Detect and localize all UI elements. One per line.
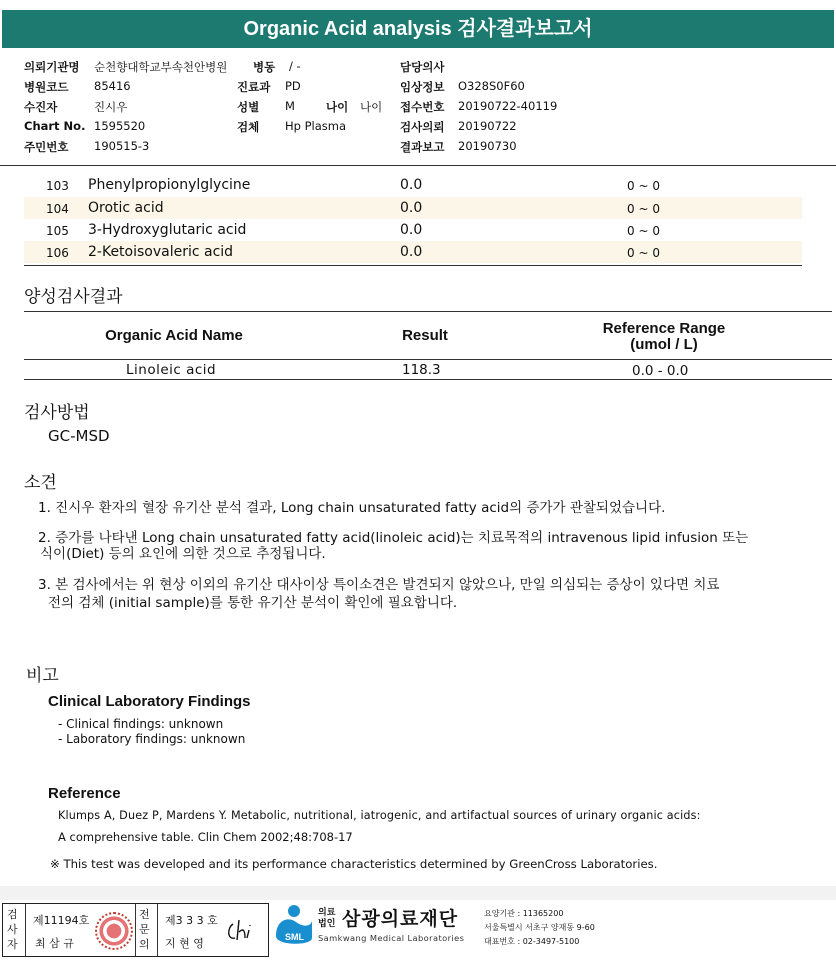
header-row-doctor: [400, 59, 444, 79]
opinion-item-2-cont: 식이(Diet) 등의 요인에 의한 것으로 추정됩니다.: [40, 546, 326, 562]
org-code: 요양기관 : 11365200: [484, 909, 564, 918]
header-row-receipt-no: [400, 99, 558, 119]
positive-range: 0.0 - 0.0: [632, 363, 689, 379]
header-value: 진시우: [94, 100, 128, 114]
col-header-result: Result: [402, 327, 448, 344]
tester-name: 최 삼 규: [35, 937, 74, 950]
header-age: [326, 99, 383, 115]
result-row: [24, 197, 802, 219]
header-specimen: [237, 119, 347, 135]
clinical-finding-item: - Laboratory findings: unknown: [58, 732, 246, 746]
result-name: Orotic acid: [88, 200, 164, 216]
result-row: [24, 219, 802, 241]
header-value: 1595520: [94, 119, 146, 133]
opinion-item-3-cont: 전의 검체 (initial sample)를 통한 유기산 분석이 확인에 필요합니다.: [48, 595, 458, 611]
header-label: 검사의뢰: [400, 120, 445, 134]
result-range: 0 ~ 0: [627, 224, 660, 238]
reference-line-2: A comprehensive table. Clin Chem 2002;48:708-17: [58, 830, 353, 844]
header-col1: [24, 59, 228, 159]
header-value: 20190722: [458, 119, 517, 133]
header-label: 수진자: [24, 100, 58, 114]
age-value: 나이: [360, 100, 383, 114]
col-header-name: Organic Acid Name: [105, 327, 243, 344]
col-header-range: Reference Range: [602, 320, 726, 337]
tester-label: 검사자: [7, 908, 18, 951]
specialist-label: 전문의: [139, 908, 150, 951]
ward-value: / -: [289, 59, 301, 73]
result-value: 0.0: [400, 244, 423, 260]
reference-line-1: Klumps A, Duez P, Mardens Y. Metabolic, nutritional, iatrogenic, and artifactual sources of urinary organic acids:: [58, 809, 701, 822]
signature-icon: [225, 916, 263, 946]
header-label: 의뢰기관명: [24, 60, 80, 74]
header-row-report-date: [400, 139, 517, 159]
opinion-item-1: 1. 진시우 환자의 혈장 유기산 분석 결과, Long chain unsaturated fatty acid의 증가가 관찰되었습니다.: [38, 500, 666, 516]
positive-name: Linoleic acid: [126, 362, 217, 378]
result-value: 0.0: [400, 200, 423, 216]
header-label: 결과보고: [400, 140, 445, 154]
positive-table-top: [24, 311, 832, 312]
specimen-value: Hp Plasma: [285, 119, 347, 133]
result-no: 105: [46, 224, 69, 238]
dept-label: 진료과: [237, 80, 271, 94]
header-divider: [0, 165, 836, 166]
footer-band: [0, 886, 836, 900]
result-name: Phenylpropionylglycine: [88, 177, 251, 193]
method-heading: 검사방법: [24, 403, 90, 423]
specimen-label: 검체: [237, 120, 260, 134]
positive-heading: 양성검사결과: [24, 287, 123, 307]
positive-result: 118.3: [402, 362, 441, 378]
sex-value: M: [285, 99, 295, 113]
header-row-clinical-info: [400, 79, 525, 99]
header-label: 담당의사: [400, 60, 445, 74]
header-row-resident-no: [24, 139, 150, 159]
specialist-name: 지 현 영: [165, 937, 204, 950]
opinion-item-3: 3. 본 검사에서는 위 현상 이외의 유기산 대사이상 특이소견은 발견되지 않았으나, 만일 의심되는 증상이 있다면 치료: [38, 577, 720, 593]
header-row-institution: [24, 59, 228, 79]
result-name: 3-Hydroxyglutaric acid: [88, 222, 247, 238]
header-value: 20190722-40119: [458, 99, 558, 113]
seal-icon: [95, 912, 133, 950]
result-value: 0.0: [400, 177, 423, 193]
header-ward: [253, 59, 301, 75]
signature-box: [2, 903, 269, 957]
org-english-name: Samkwang Medical Laboratories: [318, 933, 465, 943]
results-divider: [24, 265, 802, 266]
org-prefix-bottom: 법인: [318, 919, 336, 929]
remarks-heading: 비고: [26, 666, 59, 686]
tester-license: 제11194호: [33, 914, 90, 927]
header-sex: [237, 99, 295, 115]
result-value: 0.0: [400, 222, 423, 238]
header-label: 접수번호: [400, 100, 445, 114]
result-range: 0 ~ 0: [627, 179, 660, 193]
header-dept: [237, 79, 301, 95]
clinical-finding-item: - Clinical findings: unknown: [58, 717, 224, 731]
clinical-findings-heading: Clinical Laboratory Findings: [48, 693, 251, 710]
opinion-heading: 소견: [24, 473, 57, 493]
age-label: 나이: [326, 100, 349, 114]
ward-label: 병동: [253, 60, 276, 74]
org-phone: 대표번호 : 02-3497-5100: [484, 937, 580, 946]
header-value: 20190730: [458, 139, 517, 153]
sex-label: 성별: [237, 100, 260, 114]
dept-value: PD: [285, 79, 301, 93]
header-label: 병원코드: [24, 80, 69, 94]
sig-divider: [157, 904, 158, 956]
opinion-item-2: 2. 증가를 나타낸 Long chain unsaturated fatty acid(linoleic acid)는 치료목적의 intravenous lipid infusion 또는: [38, 530, 749, 546]
org-name: 삼광의료재단: [342, 908, 459, 930]
specialist-license: 제3 3 3 호: [165, 914, 218, 927]
header-col3: [400, 59, 558, 159]
org-prefix-top: 의료: [318, 908, 336, 918]
header-value: O328S0F60: [458, 79, 525, 93]
header-value: 85416: [94, 79, 131, 93]
org-prefix: [318, 908, 335, 930]
positive-table-header-line: [24, 359, 832, 360]
org-address: 서울특별시 서초구 양재동 9-60: [484, 923, 595, 932]
report-title: Organic Acid analysis 검사결과보고서: [2, 10, 834, 48]
sig-divider: [25, 904, 26, 956]
header-row-hospital-code: [24, 79, 131, 99]
positive-table-bottom: [24, 379, 832, 380]
result-range: 0 ~ 0: [627, 246, 660, 260]
header-row-patient: [24, 99, 128, 119]
result-row: [24, 241, 802, 263]
method-value: GC-MSD: [48, 427, 110, 445]
footnote: ※ This test was developed and its performance characteristics determined by GreenCross Laboratories.: [50, 857, 658, 871]
col-header-range-unit: (umol / L): [630, 336, 698, 353]
result-range: 0 ~ 0: [627, 202, 660, 216]
result-no: 106: [46, 246, 69, 260]
header-value: 190515-3: [94, 139, 150, 153]
header-row-chart-no: [24, 119, 146, 139]
result-no: 103: [46, 179, 69, 193]
header-label: 임상정보: [400, 80, 445, 94]
result-no: 104: [46, 202, 69, 216]
title-bar: [0, 0, 836, 58]
header-label: 주민번호: [24, 140, 69, 154]
header-value: 순천향대학교부속천안병원: [94, 60, 228, 74]
result-name: 2-Ketoisovaleric acid: [88, 244, 234, 260]
sml-logo-icon: [270, 902, 316, 948]
result-row: [24, 174, 802, 196]
header-label: Chart No.: [24, 119, 86, 133]
logo-text: SML: [285, 932, 304, 942]
reference-heading: Reference: [48, 785, 121, 802]
header-row-request-date: [400, 119, 517, 139]
sig-divider: [135, 904, 136, 956]
